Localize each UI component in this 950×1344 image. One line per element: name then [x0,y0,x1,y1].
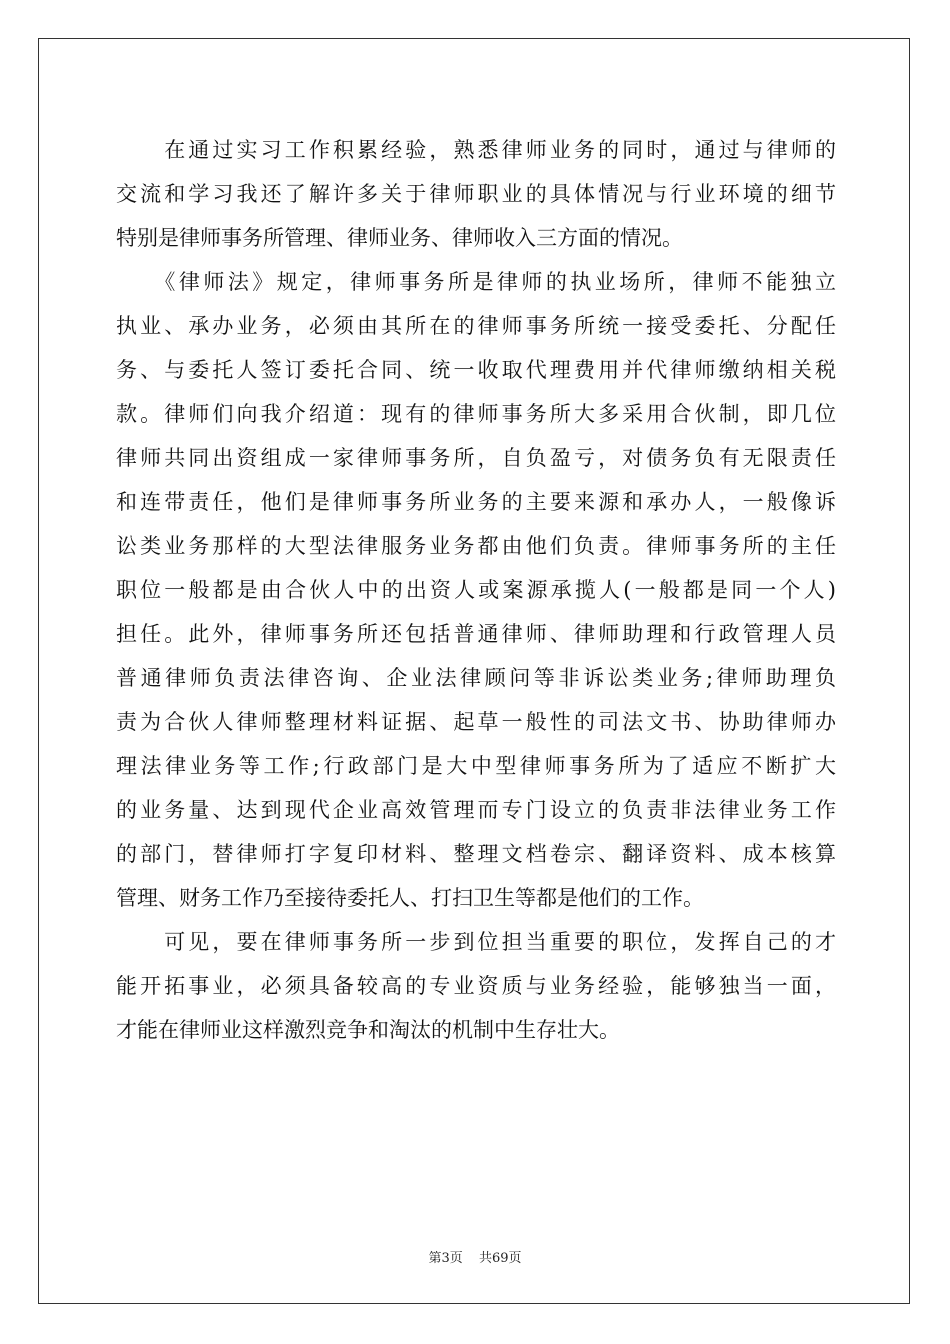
text-line: 的业务量、达到现代企业高效管理而专门设立的负责非法律业务工作 [116,798,836,822]
text-line: 执业、承办业务，必须由其所在的律师事务所统一接受委托、分配任 [116,314,836,338]
text-line: 管理、财务工作乃至接待委托人、打扫卫生等都是他们的工作。 [116,886,704,910]
text-line: 能开拓事业，必须具备较高的专业资质与业务经验，能够独当一面， [116,974,836,998]
text-line: 在通过实习工作积累经验，熟悉律师业务的同时，通过与律师的 [116,138,836,162]
page-total: 共69页 [478,1251,522,1266]
text-line: 才能在律师业这样激烈竞争和淘汰的机制中生存壮大。 [116,1018,620,1042]
text-line: 《律师法》规定，律师事务所是律师的执业场所，律师不能独立 [116,270,836,294]
text-line: 可见，要在律师事务所一步到位担当重要的职位，发挥自己的才 [116,930,836,954]
text-line: 担任。此外，律师事务所还包括普通律师、律师助理和行政管理人员 [116,622,836,646]
page-number: 第3页 [428,1251,463,1266]
page-footer [0,1247,950,1266]
text-line: 特别是律师事务所管理、律师业务、律师收入三方面的情况。 [116,226,683,250]
text-line: 和连带责任，他们是律师事务所业务的主要来源和承办人，一般像诉 [116,490,836,514]
text-line: 交流和学习我还了解许多关于律师职业的具体情况与行业环境的细节 [116,182,836,206]
paragraph-2 [116,260,836,920]
paragraph-3 [116,920,836,1052]
text-line: 理法律业务等工作;行政部门是大中型律师事务所为了适应不断扩大 [116,754,836,778]
text-line: 普通律师负责法律咨询、企业法律顾问等非诉讼类业务;律师助理负 [116,666,836,690]
text-line: 职位一般都是由合伙人中的出资人或案源承揽人(一般都是同一个人) [116,578,836,602]
text-line: 的部门，替律师打字复印材料、整理文档卷宗、翻译资料、成本核算 [116,842,836,866]
document-body [116,128,836,1052]
text-line: 讼类业务那样的大型法律服务业务都由他们负责。律师事务所的主任 [116,534,836,558]
paragraph-1 [116,128,836,260]
text-line: 款。律师们向我介绍道：现有的律师事务所大多采用合伙制，即几位 [116,402,836,426]
text-line: 务、与委托人签订委托合同、统一收取代理费用并代律师缴纳相关税 [116,358,836,382]
text-line: 责为合伙人律师整理材料证据、起草一般性的司法文书、协助律师办 [116,710,836,734]
text-line: 律师共同出资组成一家律师事务所，自负盈亏，对债务负有无限责任 [116,446,836,470]
